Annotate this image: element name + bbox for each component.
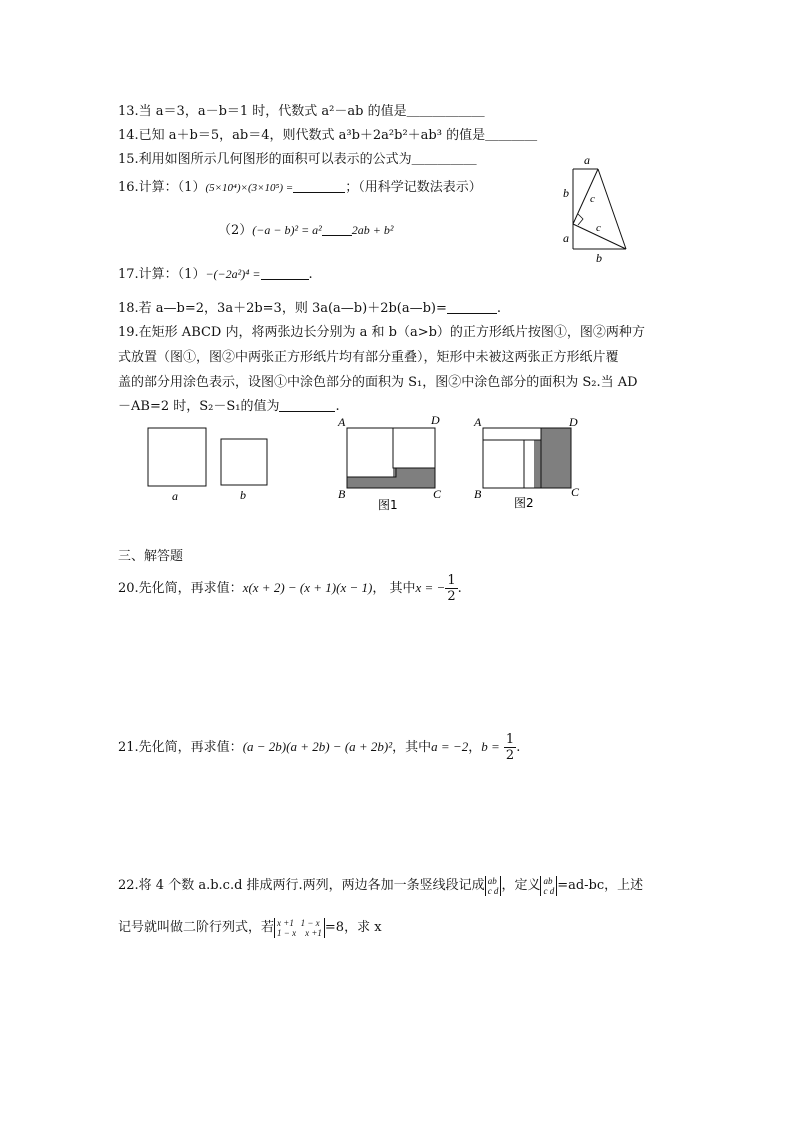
q16-expression-1: (5×10⁴)×(3×10⁵) = [205,182,294,194]
det1-row1: ab [487,875,497,886]
q19-line4-end: . [335,399,340,414]
fig1-corner-C: C [433,487,442,501]
q20-end: . [457,581,462,596]
fig1-corner-D: D [431,413,440,427]
determinant-3 [274,918,325,938]
fig2-caption: 图2 [514,496,534,510]
fig2-corner-B: B [474,487,482,501]
q21-a-eq: a = −2 [431,739,469,754]
q21-sep: ， [468,740,482,755]
q21-numerator: 1 [505,732,515,747]
square-a-label: a [172,489,178,503]
square-a [148,428,206,486]
fig2-corner-D: D [569,415,578,429]
q21-fraction [504,732,516,763]
det2-row1: ab [543,875,553,886]
question-19-line3: 盖的部分用涂色表示，设图①中涂色部分的面积为 S₁，图②中涂色部分的面积为 S₂.当 AD [118,375,638,390]
q19-line4-text: －AB=2 时，S₂－S₁的值为 [118,399,280,414]
section-heading: 三、解答题 [118,549,184,564]
q21-denominator: 2 [505,748,515,763]
q20-denominator: 2 [447,589,456,604]
trap-label-left-b: b [563,186,569,200]
figure-2 [470,410,588,518]
question-19-line2: 式放置（图①，图②中两张正方形纸片均有部分重叠），矩形中未被这两张正方形纸片覆 [118,350,619,365]
fig1-caption: 图1 [378,498,398,512]
q21-expression: (a − 2b)(a + 2b) − (a + 2b)² [242,739,393,754]
q17-prefix: 17.计算：（1） [118,267,206,282]
determinant-1 [485,876,502,896]
square-b-label: b [240,488,246,502]
q22-text-1c: =ad-bc，上述 [557,878,644,893]
question-13: 13.当 a＝3，a－b＝1 时，代数式 a²－ab 的值是＿＿＿＿＿＿ [118,104,485,119]
det3-row2: 1 − x x +1 [277,927,322,938]
q22-text-2b: =8，求 x [324,920,382,935]
question-18 [118,301,501,317]
q18-answer-blank [447,301,497,314]
q19-answer-blank [279,399,335,412]
fig1-shaded-corner [393,468,435,477]
fig1-shaded-strip [347,477,435,488]
q22-text-1a: 22.将 4 个数 a.b.c.d 排成两行.两列，两边各加一条竖线段记成 [118,878,485,893]
fig2-corner-C: C [571,485,580,499]
trap-label-left-a: a [563,231,569,245]
q16-expression-2b: 2ab + b² [351,223,394,237]
trap-label-top-a: a [584,153,590,167]
determinant-2 [540,876,557,896]
q18-text: 18.若 a—b=2，3a＋2b=3，则 3a(a—b)＋2b(a—b)= [118,301,447,316]
trap-label-c2: c [596,222,601,234]
q22-text-1b: ，定义 [501,878,541,893]
question-16-part2 [218,222,393,239]
question-14: 14.已知 a＋b＝5，ab＝4，则代数式 a³b＋2a²b²＋ab³ 的值是＿＿＿＿ [118,128,538,143]
q21-prefix: 21.先化简，再求值： [118,740,243,755]
q21-end: . [516,740,521,755]
q16-expression-2a: (−a − b)² = a² [252,223,322,237]
trapezoid-figure [556,152,636,268]
q16-answer-blank-1 [293,180,345,193]
det2-row2: c d [543,885,555,896]
q18-end: . [496,301,502,316]
q20-fraction [445,573,457,604]
det1-row2: c d [487,885,499,896]
square-b [221,439,267,485]
question-17 [118,266,313,283]
q17-expression: −(−2a²)⁴ = [205,267,261,281]
q21-mid: ，其中 [392,740,432,755]
q20-prefix: 20.先化简，再求值： [118,581,243,596]
q17-answer-blank [261,267,309,280]
q17-end: . [308,267,313,282]
q22-text-2a: 记号就叫做二阶行列式，若 [118,920,275,935]
q16-suffix: ；（用科学记数法表示） [345,180,482,195]
q20-numerator: 1 [447,573,456,588]
question-19-line1: 19.在矩形 ABCD 内，将两张边长分别为 a 和 b（a>b）的正方形纸片按图①，图②两种方 [118,325,645,340]
question-21 [118,730,520,765]
figure-1 [334,410,452,518]
q20-mid: ， 其中 [372,581,416,596]
question-22-line1 [118,873,643,899]
question-16-part1 [118,180,482,196]
q16-answer-blank-2 [322,223,352,236]
question-22-line2 [118,915,382,941]
q20-x-eq: x = − [415,580,446,595]
question-20 [118,571,462,606]
q20-expression: x(x + 2) − (x + 1)(x − 1) [242,580,373,595]
question-15: 15.利用如图所示几何图形的面积可以表示的公式为＿＿＿＿＿ [118,152,477,167]
squares-figure [140,420,280,505]
q16-part2-label: （2） [218,223,253,238]
fig1-corner-B: B [338,487,346,501]
question-19-line4 [118,399,340,415]
q16-prefix: 16.计算：（1） [118,180,206,195]
det3-row1: x +1 1 − x [277,917,320,928]
trap-label-c1: c [590,193,595,205]
fig2-corner-A: A [474,415,482,429]
q21-b-eq: b = [481,739,500,754]
trap-label-bottom-b: b [596,251,602,265]
fig1-corner-A: A [338,415,346,429]
